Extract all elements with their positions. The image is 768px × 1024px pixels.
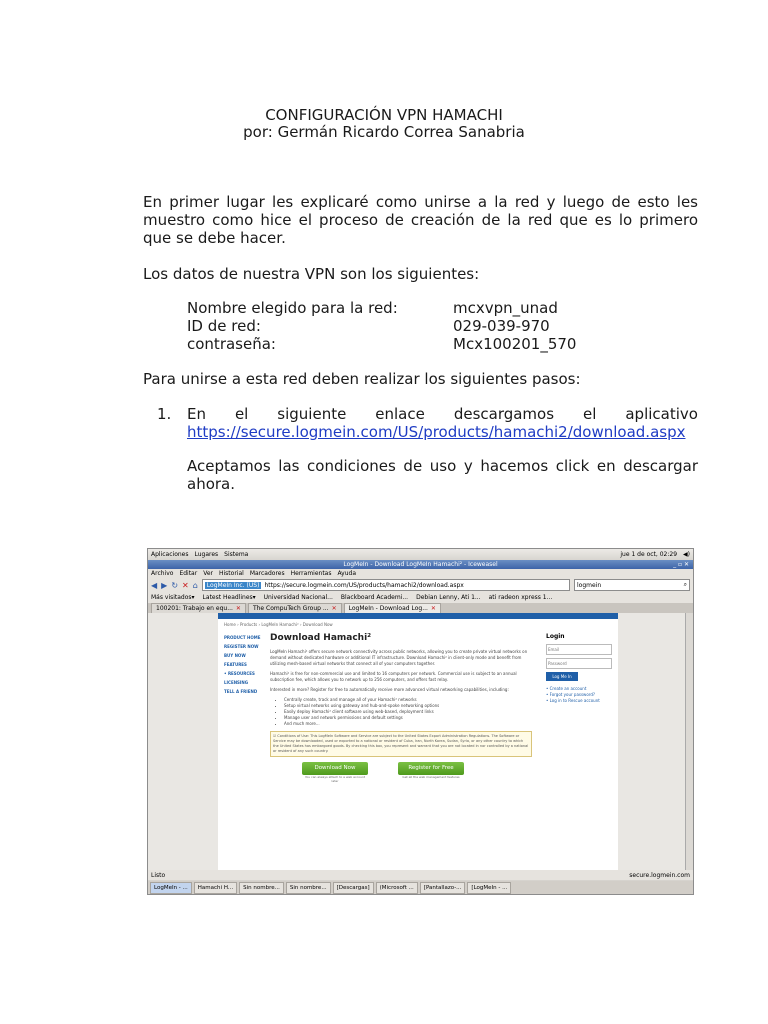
tab-label: LogMeIn - Download Log... — [348, 605, 428, 612]
step-number: 1. — [157, 405, 172, 423]
document-title — [0, 107, 768, 141]
vpn-data-label: contraseña: — [187, 335, 276, 353]
vpn-data-row — [187, 335, 576, 353]
step-word: enlace — [375, 405, 425, 423]
intro-paragraph: En primer lugar les explicaré como unirse a la red y luego de esto les muestro como hice el proceso de creación de la red que es lo primero que se debe hacer. — [143, 193, 698, 247]
step-word: descargamos — [453, 405, 555, 423]
step-text — [187, 405, 698, 423]
taskbar-item[interactable]: Sin nombre... — [239, 882, 284, 894]
login-button[interactable]: Log Me In — [546, 672, 578, 681]
bookmark-item[interactable]: ati radeon xpress 1... — [488, 594, 553, 601]
bookmark-item[interactable]: Universidad Nacional... — [263, 594, 333, 601]
close-icon[interactable]: ✕ — [235, 605, 241, 612]
description-paragraph: LogMeIn Hamachi² offers secure network connectivity across public networks, allowing you to create private virtual networks on demand without dedicated hardware or additional IT infrastructure. Download Hamachi² in client-only mode and benefit from utilizing mesh-based virtual networks that connect all of your computers together. — [270, 649, 528, 666]
step-word: En — [187, 405, 206, 423]
vpn-data-row — [187, 299, 576, 317]
description-paragraph: Interested in more? Register for free to automatically receive more advanced virtual networking capabilities, including: — [270, 687, 509, 692]
browser-tab-bar — [148, 603, 693, 613]
taskbar-item[interactable]: (Microsoft ... — [376, 882, 418, 894]
taskbar-item[interactable]: [Descargas] — [333, 882, 374, 894]
step-item — [157, 405, 698, 493]
logmein-page — [218, 613, 618, 870]
login-link[interactable]: • Log in to Rescue account — [546, 698, 600, 703]
browser-tab[interactable] — [151, 603, 246, 613]
password-field[interactable]: Password — [546, 658, 612, 669]
step-body — [187, 405, 698, 493]
main-content — [270, 633, 532, 783]
panel-clock: jue 1 de oct, 02:29 — [620, 551, 678, 558]
login-title: Login — [546, 633, 565, 640]
gnome-panel — [148, 549, 693, 560]
login-link[interactable]: • Create an account — [546, 686, 587, 691]
search-value: logmein — [577, 581, 602, 589]
vpn-data-label: ID de red: — [187, 317, 261, 335]
menu-item[interactable]: Historial — [219, 570, 244, 577]
step-word: siguiente — [277, 405, 347, 423]
menu-item[interactable]: Ver — [203, 570, 213, 577]
bookmark-item[interactable]: Debian Lenny, Ati 1... — [416, 594, 481, 601]
steps-intro: Para unirse a esta red deben realizar los siguientes pasos: — [143, 370, 581, 388]
search-field[interactable] — [574, 579, 690, 591]
browser-tab-active[interactable] — [344, 603, 441, 613]
taskbar-item[interactable]: Hamachi H... — [194, 882, 237, 894]
panel-menu-applications[interactable]: Aplicaciones — [151, 551, 189, 558]
side-nav-item[interactable]: REGISTER NOW — [224, 644, 259, 649]
breadcrumb: Home › Products › LogMeIn Hamachi² › Download Now — [224, 622, 333, 627]
status-domain: secure.logmein.com — [629, 871, 690, 879]
title-line: CONFIGURACIÓN VPN HAMACHI — [265, 106, 503, 124]
author-line: por: Germán Ricardo Correa Sanabria — [243, 123, 525, 141]
side-nav-item[interactable]: • RESOURCES — [224, 671, 255, 676]
vpn-data-value: 029-039-970 — [453, 317, 550, 335]
description-paragraph: Hamachi² is free for non-commercial use and limited to 16 computers per network. Commercial use is subject to an annual subscription fee, which allows you to network up to 256 computers, and offers fast relay. — [270, 671, 517, 682]
login-link[interactable]: • Forgot your password? — [546, 692, 596, 697]
url-field[interactable] — [202, 579, 570, 591]
window-title: LogMeIn - Download LogMeIn Hamachi² - Iceweasel — [343, 561, 498, 568]
download-link[interactable]: https://secure.logmein.com/US/products/hamachi2/download.aspx — [187, 423, 686, 441]
taskbar-item[interactable]: [LogMeIn - ... — [467, 882, 511, 894]
cta-row — [270, 762, 532, 783]
site-header — [218, 613, 618, 619]
vpn-data-label: Nombre elegido para la red: — [187, 299, 398, 317]
menu-item[interactable]: Herramientas — [290, 570, 332, 577]
volume-icon[interactable]: ◀) — [683, 551, 690, 558]
url-text: https://secure.logmein.com/US/products/hamachi2/download.aspx — [264, 581, 464, 589]
register-group — [398, 762, 464, 783]
taskbar — [148, 881, 694, 894]
feature-item: • Manage user and network permissions and default settings — [284, 715, 532, 721]
window-title-bar — [148, 560, 693, 569]
vpn-data-value: Mcx100201_570 — [453, 335, 577, 353]
status-text: Listo — [151, 871, 166, 879]
search-icon[interactable]: ⌕ — [683, 581, 687, 588]
menu-item[interactable]: Archivo — [151, 570, 174, 577]
menu-item[interactable]: Ayuda — [337, 570, 357, 577]
back-icon[interactable]: ◀ — [151, 580, 158, 590]
download-group — [302, 762, 368, 783]
close-icon[interactable]: ✕ — [430, 605, 436, 612]
reload-icon[interactable]: ↻ — [171, 580, 179, 590]
browser-menu-bar — [148, 569, 693, 578]
register-note: Get all the web management features — [402, 775, 460, 779]
side-nav — [224, 635, 264, 698]
status-bar — [148, 870, 693, 880]
feature-list — [270, 697, 532, 727]
panel-menu-places[interactable]: Lugares — [194, 551, 219, 558]
site-identity[interactable]: LogMeIn Inc. (US) — [206, 581, 260, 589]
taskbar-item[interactable]: LogMeIn - ... — [150, 882, 192, 894]
email-field[interactable]: Email — [546, 644, 612, 655]
feature-item: • Setup virtual networks using gateway and hub-and-spoke networking options — [284, 703, 532, 709]
panel-menu-system[interactable]: Sistema — [224, 551, 249, 558]
browser-tab[interactable] — [248, 603, 342, 613]
taskbar-item[interactable]: [Pantallazo-... — [420, 882, 466, 894]
download-now-button[interactable]: Download Now — [302, 762, 368, 775]
side-nav-item[interactable]: TELL A FRIEND — [224, 689, 258, 694]
bookmark-item[interactable]: Blackboard Academi... — [340, 594, 409, 601]
taskbar-item[interactable]: Sin nombre... — [286, 882, 331, 894]
step-follow-text: Aceptamos las condiciones de uso y hacemos click en descargar ahora. — [187, 457, 698, 493]
bookmark-item[interactable]: Latest Headlines▾ — [202, 594, 256, 601]
page-heading: Download Hamachi² — [270, 633, 372, 643]
vertical-scrollbar[interactable] — [685, 613, 693, 870]
tab-label: 100201: Trabajo en equ... — [156, 605, 233, 612]
download-note: You can always attach to a web account later — [304, 775, 366, 783]
bookmarks-bar — [148, 592, 693, 603]
terms-text: Conditions of Use: This LogMeIn Software and Service are subject to the United States Export Administration Regulations. The Software or Service may be downloaded, used or exported to a national or resident of Cuba, Iran, North Korea, Sudan, Syria, or any other country to which the United States has embargoed goods. By checking this box, you represent and warrant that you are not located in nor controlled by a national or resident of any such country. — [273, 734, 529, 753]
window-controls-icon[interactable]: _ ▫ ✕ — [673, 561, 689, 568]
vpn-intro: Los datos de nuestra VPN son los siguientes: — [143, 265, 480, 283]
side-nav-item[interactable]: PRODUCT HOME — [224, 635, 261, 640]
step-word: el — [583, 405, 597, 423]
stop-icon[interactable]: ✕ — [182, 580, 189, 590]
vpn-data-table — [187, 299, 576, 353]
menu-item[interactable]: Editar — [179, 570, 198, 577]
bookmark-item[interactable]: Más visitados▾ — [151, 594, 195, 601]
side-nav-item[interactable]: FEATURES — [224, 662, 247, 667]
steps-list — [157, 405, 698, 493]
vpn-data-row — [187, 317, 576, 335]
browser-viewport — [148, 613, 685, 870]
vpn-data-value: mcxvpn_unad — [453, 299, 558, 317]
side-nav-item[interactable]: BUY NOW — [224, 653, 246, 658]
feature-item: • Easily deploy Hamachi² client software using web-based, deployment links — [284, 709, 532, 715]
navigation-bar — [148, 578, 693, 592]
checkbox-icon[interactable]: ☑ — [273, 734, 277, 738]
step-word: el — [234, 405, 249, 423]
feature-item: • And much more... — [284, 721, 532, 727]
step-word: aplicativo — [625, 405, 698, 423]
register-free-button[interactable]: Register for Free — [398, 762, 464, 775]
terms-checkbox-box[interactable] — [270, 731, 532, 757]
side-nav-item[interactable]: LICENSING — [224, 680, 249, 685]
home-icon[interactable]: ⌂ — [192, 580, 198, 590]
menu-item[interactable]: Marcadores — [249, 570, 285, 577]
forward-icon[interactable]: ▶ — [161, 580, 168, 590]
login-panel — [546, 633, 612, 704]
feature-item: • Centrally create, track and manage all of your Hamachi² networks — [284, 697, 532, 703]
close-icon[interactable]: ✕ — [331, 605, 337, 612]
browser-screenshot — [147, 548, 694, 895]
tab-label: The CompuTech Group ... — [252, 605, 329, 612]
